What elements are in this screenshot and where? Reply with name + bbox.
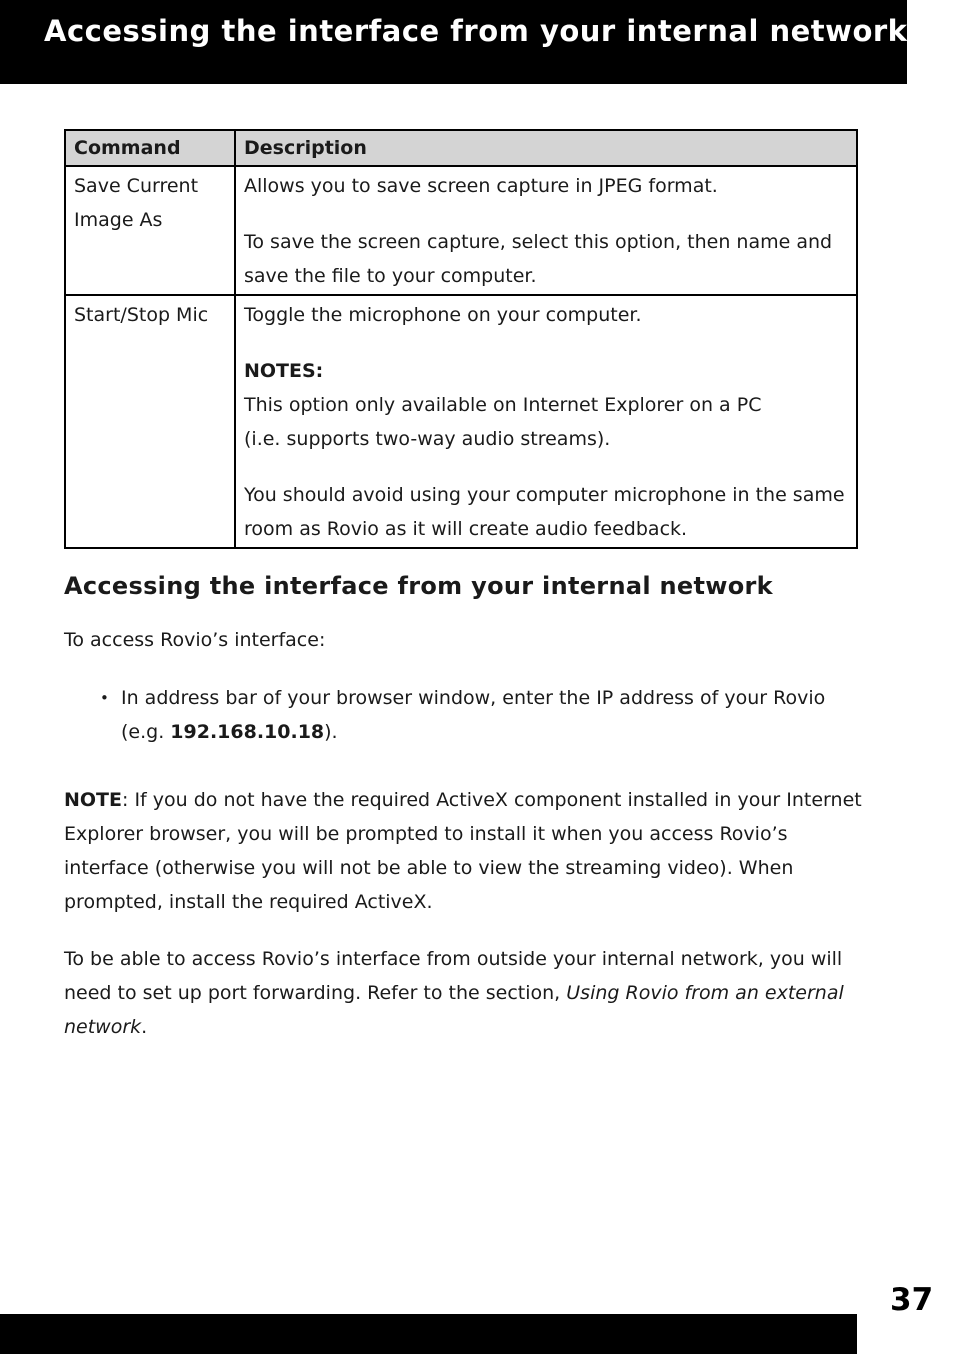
bullet-icon: • [100, 689, 109, 707]
table-row [65, 295, 857, 548]
page-number: 37 [890, 1282, 934, 1318]
outro-end: . [141, 1016, 148, 1038]
section-reference: Using Rovio from an external network [64, 982, 844, 1038]
ip-address: 192.168.10.18 [170, 721, 325, 743]
note-text: This option only available on Internet Explorer on a PC [244, 394, 762, 416]
instruction-list [100, 681, 860, 749]
column-header-command: Command [65, 130, 235, 166]
note-body: : If you do not have the required ActiveX component installed in your Internet Explorer browser, you will be prompted to install it when you access Rovio’s interface (otherwise you will not be able to view the streaming video). When prompted, install the required ActiveX. [64, 789, 862, 913]
description-text: To save the screen capture, select this option, then name and save the file to your computer. [244, 231, 833, 287]
command-name-line: Image As [74, 209, 163, 231]
note-paragraph [64, 783, 864, 919]
table-row [65, 166, 857, 295]
intro-text: To access Rovio’s interface: [64, 629, 326, 651]
description-text: Toggle the microphone on your computer. [244, 304, 642, 326]
description-text: Allows you to save screen capture in JPEG format. [244, 175, 718, 197]
notes-label: NOTES: [244, 360, 324, 382]
example-suffix: ). [324, 721, 338, 743]
table-header-row [65, 130, 857, 166]
outro-body: To be able to access Rovio’s interface from outside your internal network, you will need to set up port forwarding. Refer to the section, [64, 948, 843, 1004]
outro-paragraph [64, 942, 864, 1044]
bullet-line [121, 715, 860, 749]
example-prefix: (e.g. [121, 721, 171, 743]
list-item [100, 681, 860, 749]
column-header-description: Description [235, 130, 857, 166]
command-cell [65, 166, 235, 295]
bullet-line: In address bar of your browser window, enter the IP address of your Rovio [121, 687, 826, 709]
command-table [64, 129, 858, 549]
header-bar [0, 0, 907, 84]
description-cell [235, 295, 857, 548]
note-label: NOTE [64, 789, 122, 811]
footer-bar [0, 1314, 857, 1354]
description-cell [235, 166, 857, 295]
note-text: You should avoid using your computer microphone in the same room as Rovio as it will create audio feedback. [244, 484, 845, 540]
note-text: (i.e. supports two-way audio streams). [244, 428, 611, 450]
command-cell: Start/Stop Mic [65, 295, 235, 548]
page-title: Accessing the interface from your internal network [44, 14, 908, 48]
command-name-line: Save Current [74, 175, 199, 197]
section-heading: Accessing the interface from your internal network [64, 572, 773, 600]
